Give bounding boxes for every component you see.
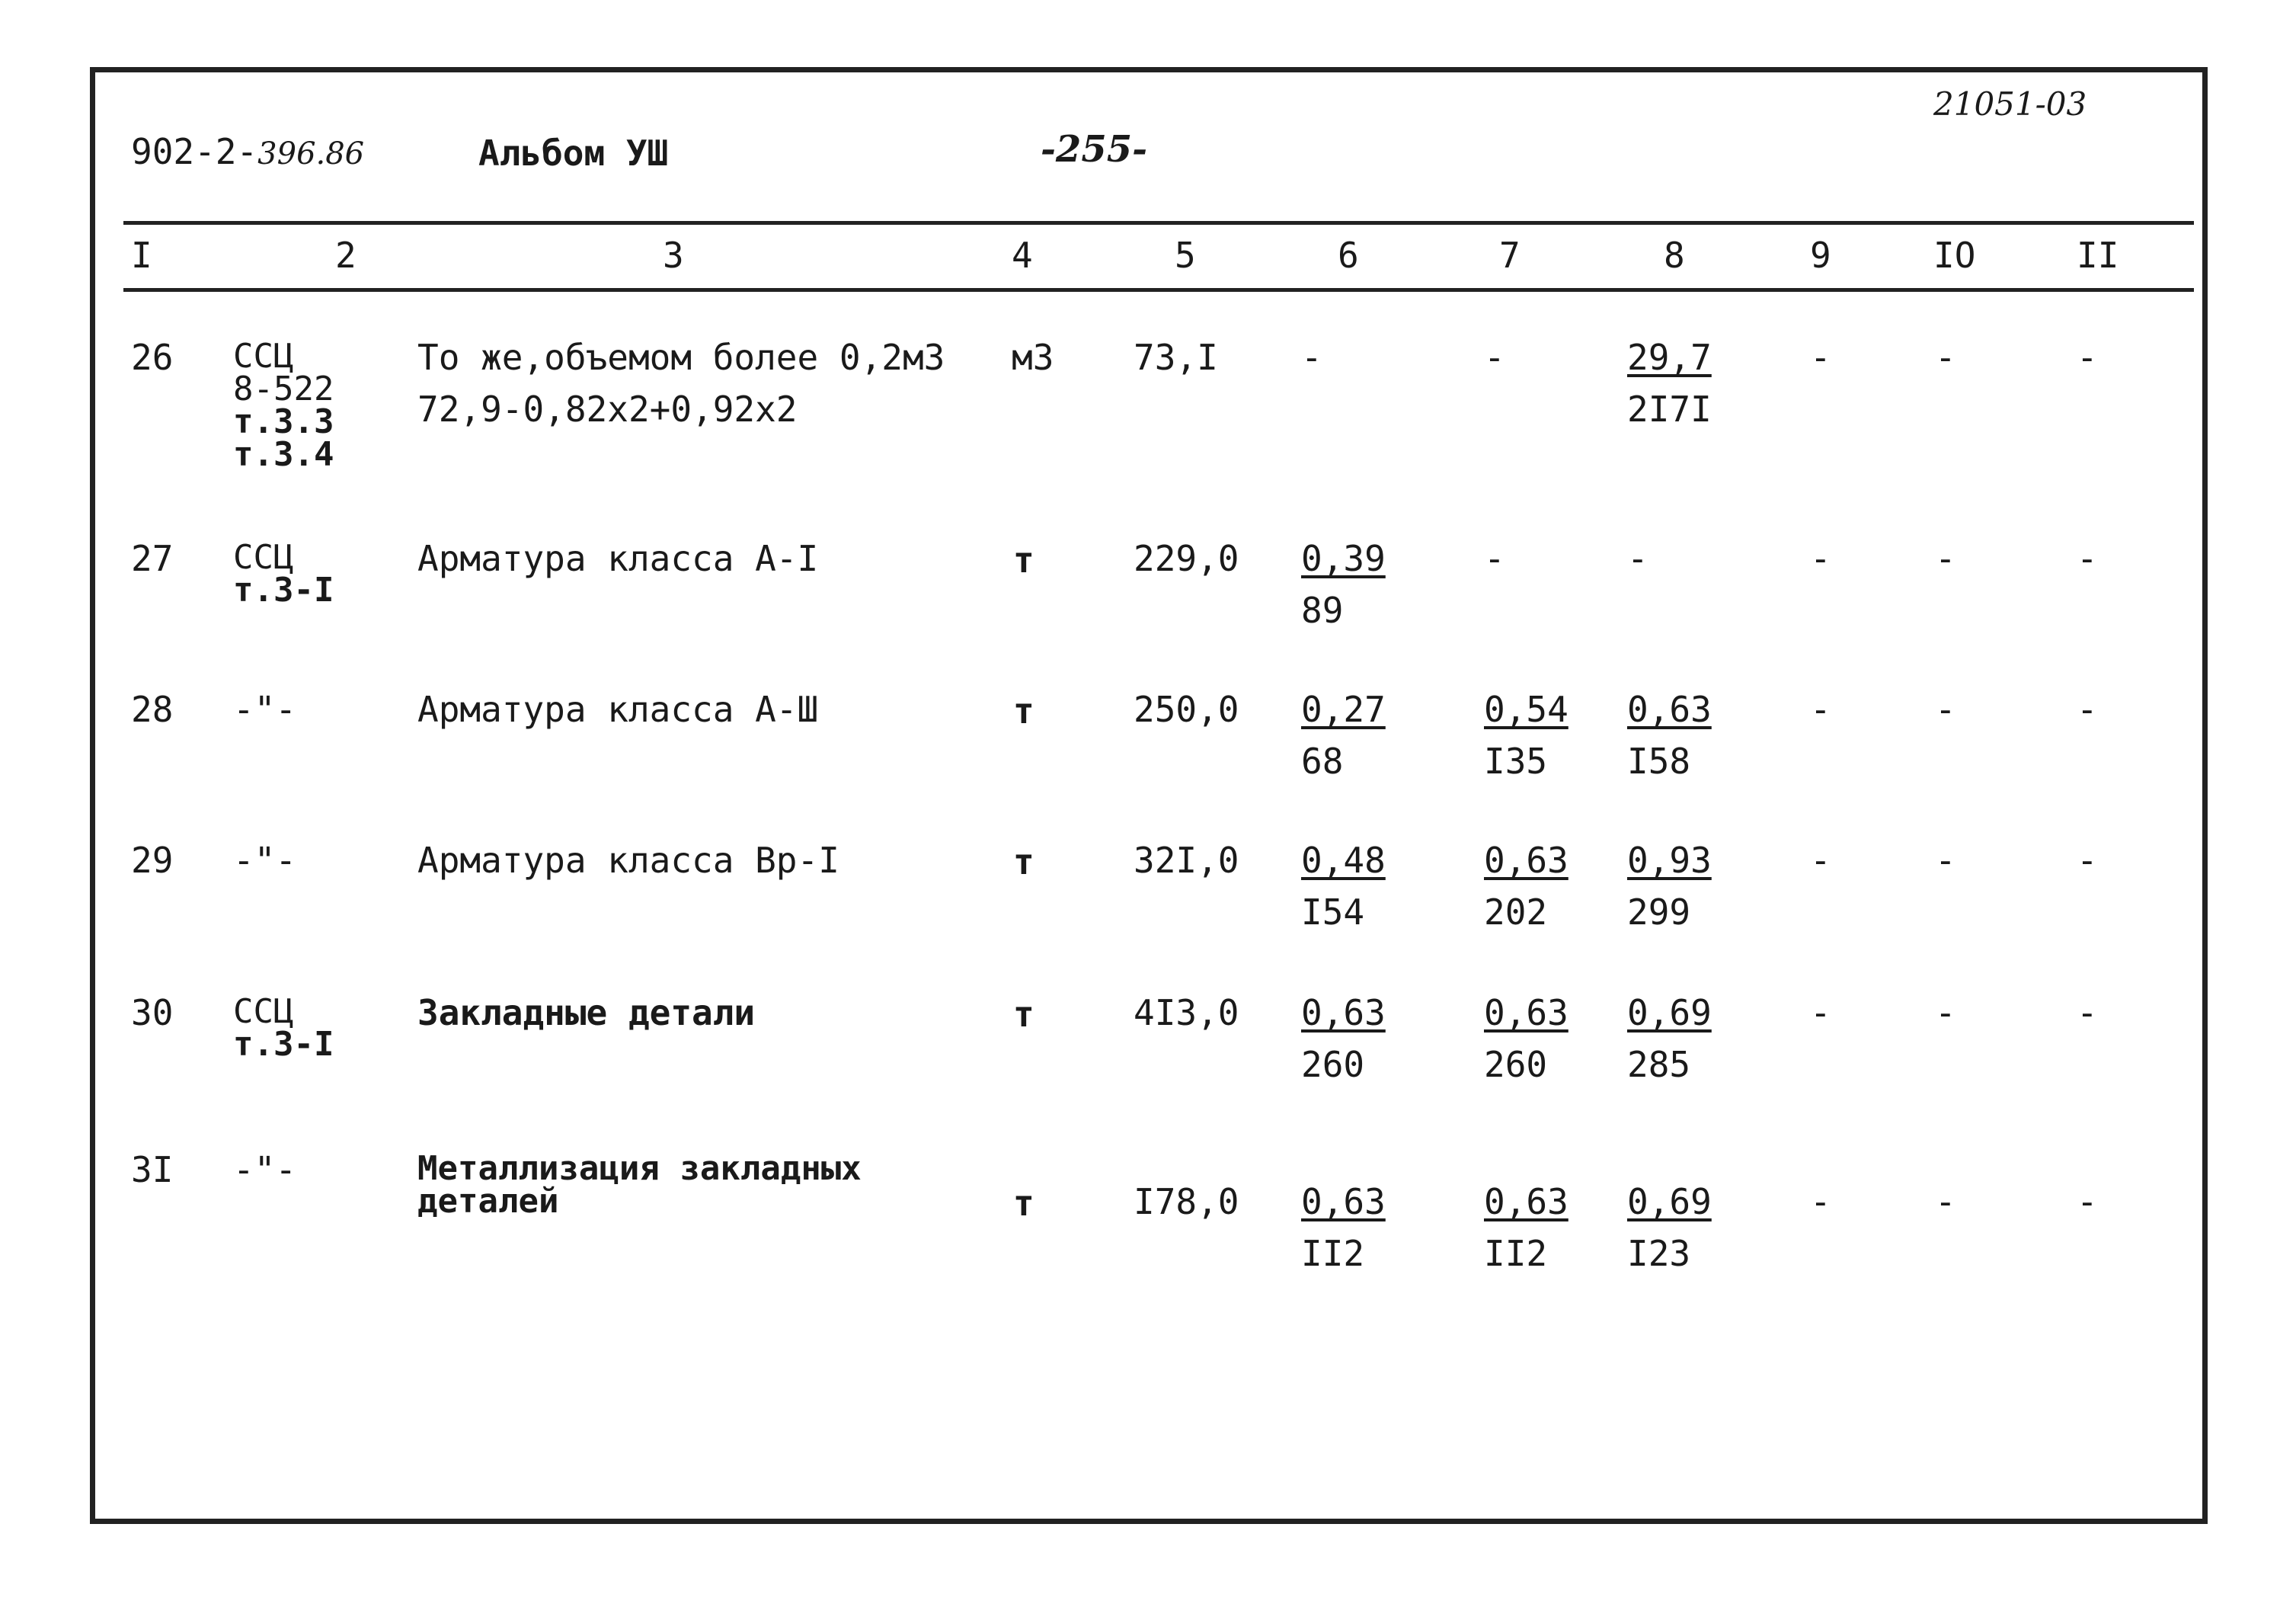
album-title: Альбом УШ bbox=[478, 133, 669, 174]
row-unit: т bbox=[1013, 994, 1034, 1035]
cell-col6-bottom: II2 bbox=[1301, 1233, 1365, 1274]
cell-col9: - bbox=[1810, 1181, 1831, 1222]
row-reference bbox=[233, 992, 334, 1065]
page-frame bbox=[90, 67, 2208, 1524]
description-line: деталей bbox=[417, 1182, 559, 1221]
row-unit: т bbox=[1013, 539, 1034, 581]
cell-col6-top: 0,48 bbox=[1301, 840, 1386, 881]
cell-col6-bottom: 89 bbox=[1301, 590, 1344, 631]
row-price: 32I,0 bbox=[1134, 840, 1239, 881]
cell-col11: - bbox=[2077, 992, 2098, 1033]
cell-col7-top: 0,54 bbox=[1484, 689, 1569, 730]
cell-col7-top: 0,63 bbox=[1484, 1181, 1569, 1222]
row-description: Арматура класса А-Ш bbox=[417, 689, 819, 730]
row-price: 250,0 bbox=[1134, 689, 1239, 730]
page-number: -255- bbox=[1041, 128, 1148, 171]
cell-col8-bottom: I23 bbox=[1627, 1233, 1691, 1274]
header-rule-bottom bbox=[123, 288, 2194, 292]
column-number: 5 bbox=[1175, 235, 1196, 276]
cell-col6-top: 0,63 bbox=[1301, 992, 1386, 1033]
cell-col7-top: 0,63 bbox=[1484, 992, 1569, 1033]
row-price: 229,0 bbox=[1134, 538, 1239, 579]
cell-col6-top: 0,63 bbox=[1301, 1181, 1386, 1222]
column-number: 6 bbox=[1338, 235, 1359, 276]
row-description: Арматура класса А-I bbox=[417, 538, 819, 579]
cell-col9: - bbox=[1810, 840, 1831, 881]
cell-col6-bottom: 68 bbox=[1301, 741, 1344, 782]
row-price: I78,0 bbox=[1134, 1181, 1239, 1222]
row-unit: т bbox=[1013, 841, 1034, 882]
row-number: 28 bbox=[131, 689, 174, 730]
row-reference: -"- bbox=[233, 840, 297, 881]
cell-col10: - bbox=[1935, 992, 1956, 1033]
row-reference: -"- bbox=[233, 689, 297, 730]
reference-line: 8-522 bbox=[233, 370, 334, 409]
cell-col7-bottom: I35 bbox=[1484, 741, 1548, 782]
cell-col6-top: - bbox=[1301, 337, 1322, 378]
row-unit: т bbox=[1013, 690, 1034, 732]
cell-col9: - bbox=[1810, 689, 1831, 730]
row-price: 4I3,0 bbox=[1134, 992, 1239, 1033]
header-rule-top bbox=[123, 221, 2194, 225]
row-description bbox=[417, 1149, 862, 1221]
row-formula: 72,9-0,82х2+0,92х2 bbox=[417, 389, 798, 430]
column-number: 4 bbox=[1012, 235, 1033, 276]
cell-col7-top: 0,63 bbox=[1484, 840, 1569, 881]
stamp-number: 21051-03 bbox=[1933, 85, 2087, 123]
row-reference: -"- bbox=[233, 1149, 297, 1190]
cell-col10: - bbox=[1935, 337, 1956, 378]
reference-line: ССЦ bbox=[233, 337, 294, 376]
column-number: 8 bbox=[1664, 235, 1685, 276]
description-line: Металлизация закладных bbox=[417, 1149, 862, 1188]
column-number: II bbox=[2077, 235, 2119, 276]
cell-col7-top: - bbox=[1484, 538, 1505, 579]
column-number: 2 bbox=[335, 235, 357, 276]
cell-col8-top: - bbox=[1627, 538, 1648, 579]
reference-line: т.3-I bbox=[233, 1025, 334, 1065]
reference-line: т.3-I bbox=[233, 571, 334, 610]
document-code-handwritten: 396.86 bbox=[257, 136, 365, 171]
row-description: Арматура класса Вр-I bbox=[417, 840, 839, 881]
row-number: 27 bbox=[131, 538, 174, 579]
column-number: I bbox=[131, 235, 152, 276]
cell-col11: - bbox=[2077, 689, 2098, 730]
reference-line: т.3.4 bbox=[233, 435, 334, 475]
cell-col10: - bbox=[1935, 689, 1956, 730]
cell-col7-bottom: II2 bbox=[1484, 1233, 1548, 1274]
cell-col7-top: - bbox=[1484, 337, 1505, 378]
reference-line: т.3.3 bbox=[233, 402, 334, 442]
reference-line: ССЦ bbox=[233, 992, 294, 1031]
cell-col10: - bbox=[1935, 840, 1956, 881]
cell-col6-bottom: 260 bbox=[1301, 1044, 1365, 1085]
row-reference bbox=[233, 337, 334, 475]
column-number: 3 bbox=[663, 235, 684, 276]
cell-col8-top: 0,69 bbox=[1627, 992, 1712, 1033]
cell-col9: - bbox=[1810, 538, 1831, 579]
cell-col7-bottom: 260 bbox=[1484, 1044, 1548, 1085]
cell-col6-bottom: I54 bbox=[1301, 892, 1365, 933]
cell-col11: - bbox=[2077, 1181, 2098, 1222]
cell-col8-bottom: I58 bbox=[1627, 741, 1691, 782]
cell-col9: - bbox=[1810, 337, 1831, 378]
row-price: 73,I bbox=[1134, 337, 1218, 378]
column-number: IO bbox=[1933, 235, 1976, 276]
cell-col6-top: 0,39 bbox=[1301, 538, 1386, 579]
cell-col8-bottom: 285 bbox=[1627, 1044, 1691, 1085]
cell-col11: - bbox=[2077, 840, 2098, 881]
row-description: То же,объемом более 0,2м3 bbox=[417, 337, 945, 378]
row-description: Закладные детали bbox=[417, 992, 756, 1033]
column-number: 7 bbox=[1499, 235, 1521, 276]
row-number: 30 bbox=[131, 992, 174, 1033]
cell-col8-bottom: 2I7I bbox=[1627, 389, 1712, 430]
reference-line: ССЦ bbox=[233, 538, 294, 577]
cell-col11: - bbox=[2077, 538, 2098, 579]
cell-col6-top: 0,27 bbox=[1301, 689, 1386, 730]
cell-col8-top: 0,93 bbox=[1627, 840, 1712, 881]
cell-col8-top: 0,63 bbox=[1627, 689, 1712, 730]
row-number: 26 bbox=[131, 337, 174, 378]
cell-col10: - bbox=[1935, 538, 1956, 579]
cell-col8-top: 0,69 bbox=[1627, 1181, 1712, 1222]
cell-col8-bottom: 299 bbox=[1627, 892, 1691, 933]
cell-col7-bottom: 202 bbox=[1484, 892, 1548, 933]
row-unit: т bbox=[1013, 1183, 1034, 1224]
row-number: 3I bbox=[131, 1149, 174, 1190]
cell-col8-top: 29,7 bbox=[1627, 337, 1712, 378]
cell-col10: - bbox=[1935, 1181, 1956, 1222]
document-code-prefix: 902-2- bbox=[131, 131, 258, 172]
row-number: 29 bbox=[131, 840, 174, 881]
cell-col11: - bbox=[2077, 337, 2098, 378]
document-code bbox=[131, 131, 365, 172]
cell-col9: - bbox=[1810, 992, 1831, 1033]
row-reference bbox=[233, 538, 334, 610]
column-number: 9 bbox=[1810, 235, 1831, 276]
row-unit: м3 bbox=[1012, 337, 1054, 378]
